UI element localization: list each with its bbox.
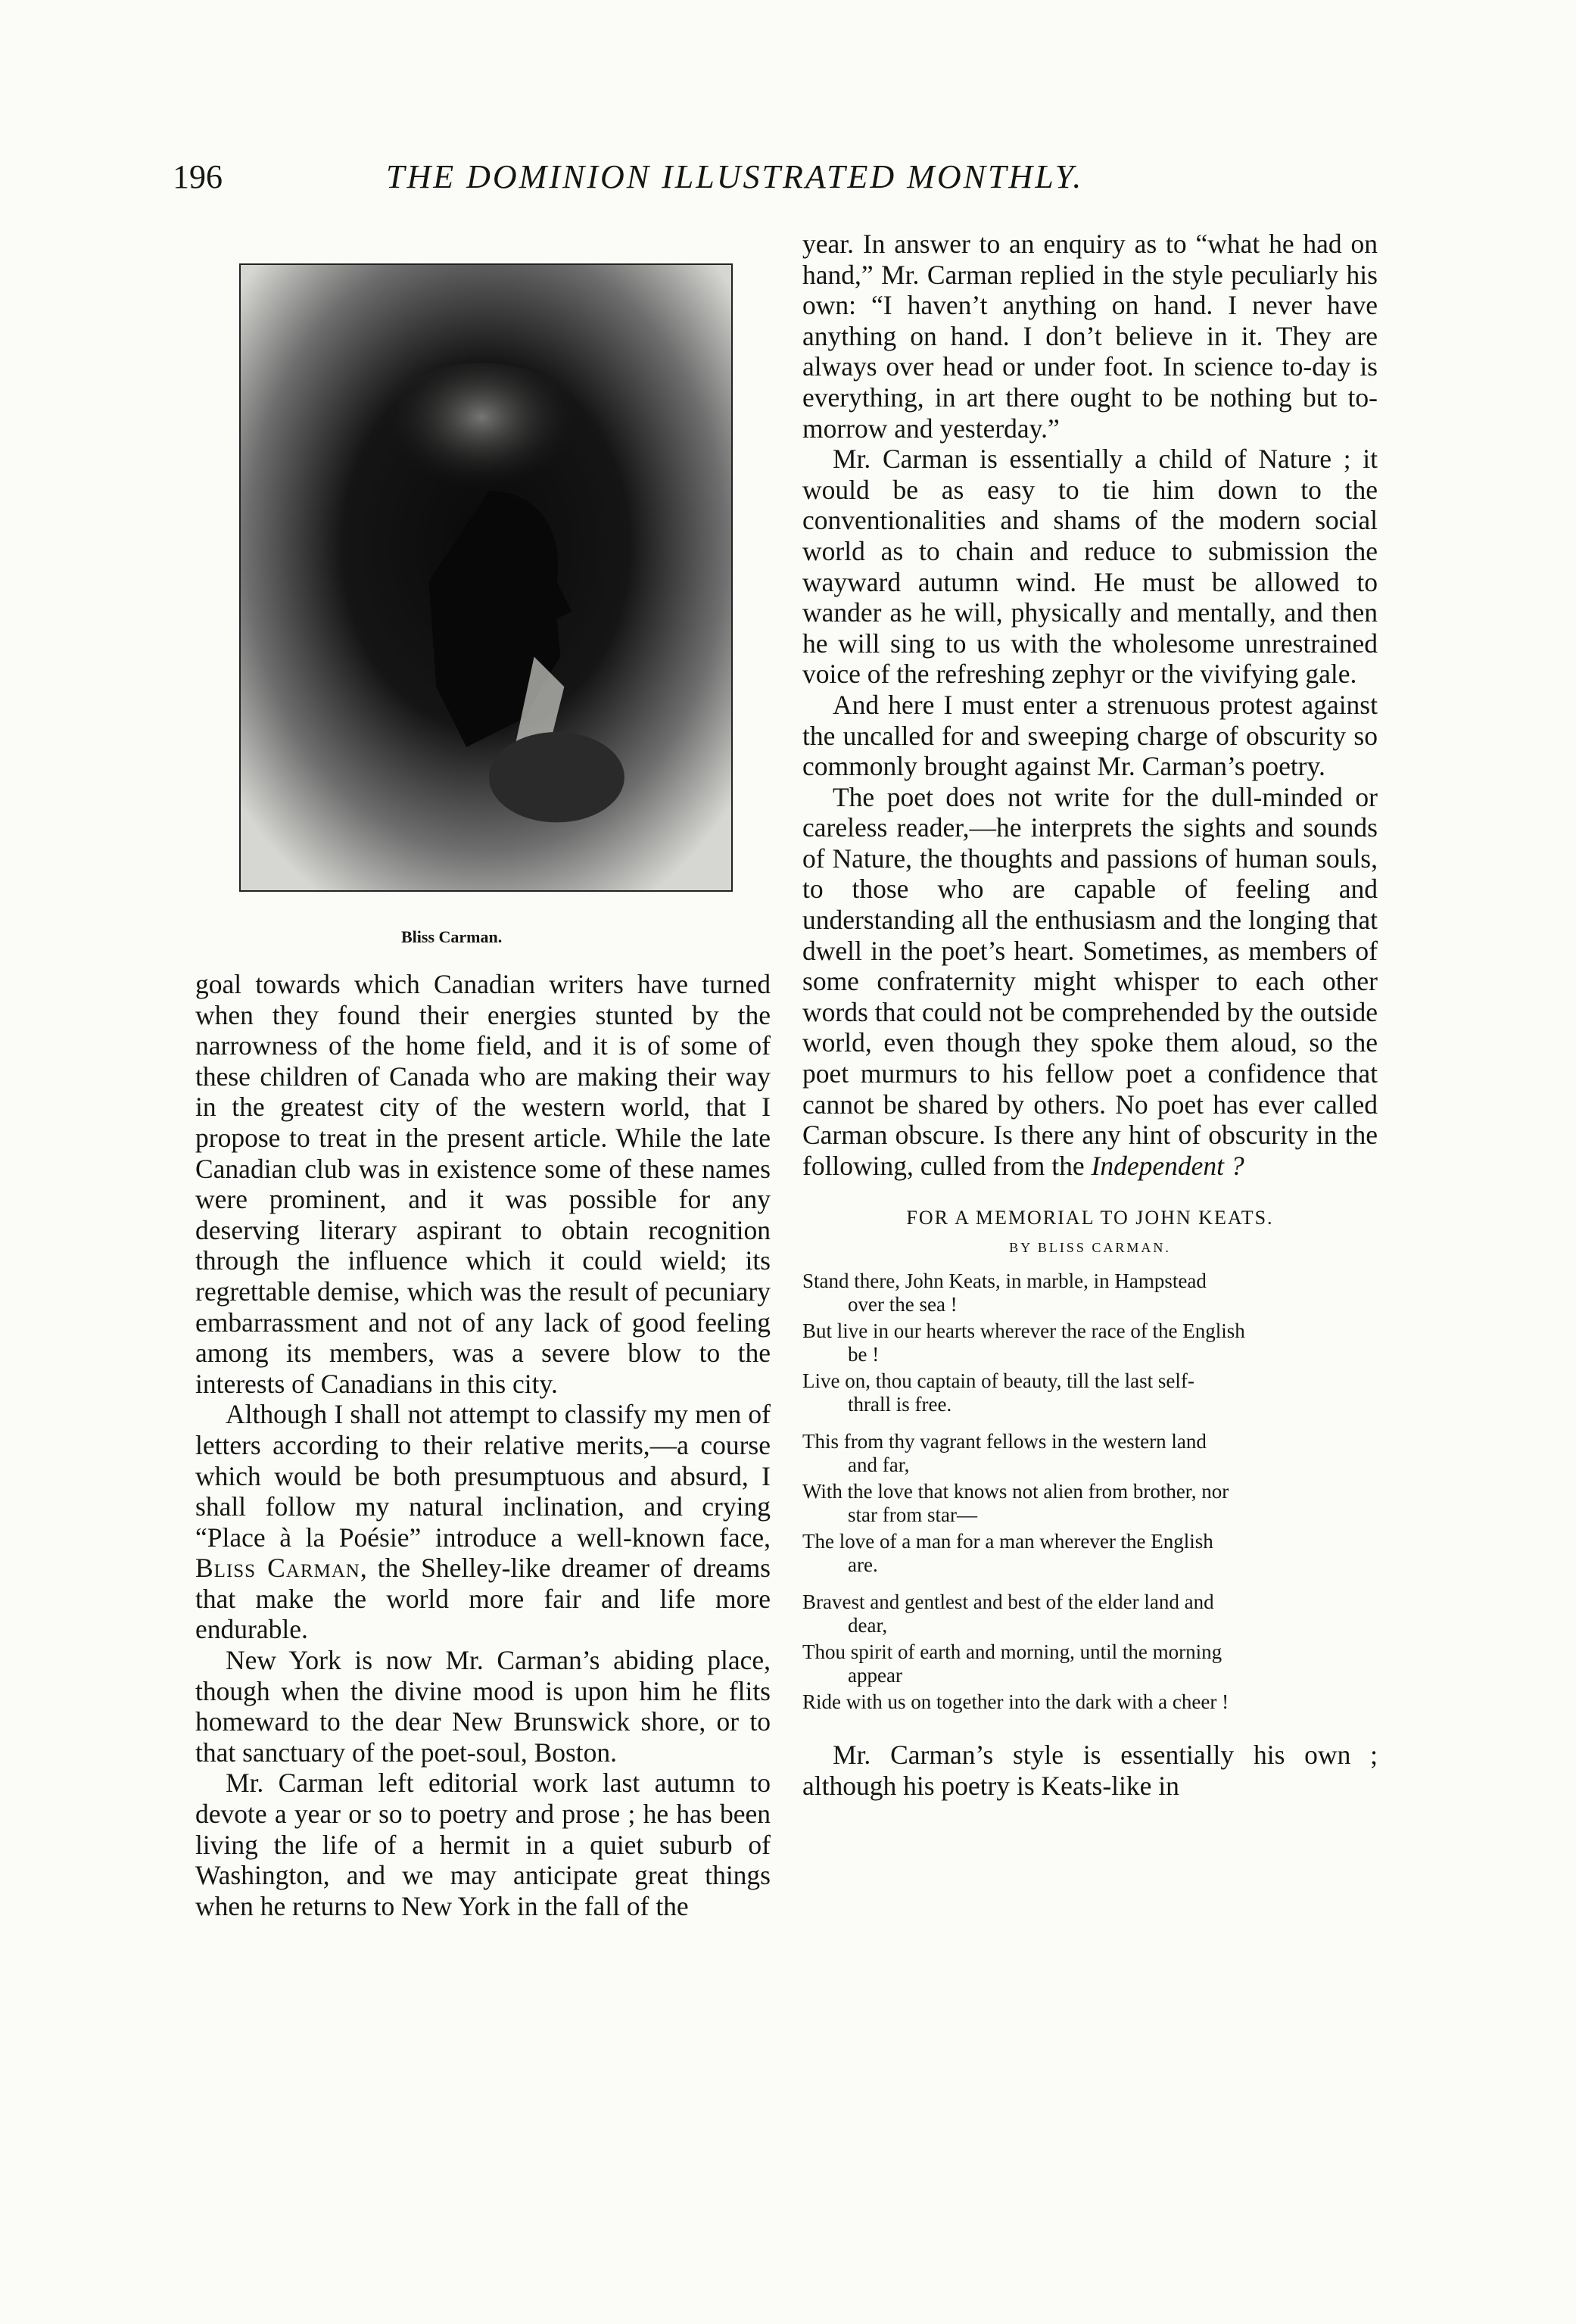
poem-stanza-3 xyxy=(802,1590,1378,1714)
independent-title: Independent ? xyxy=(1091,1150,1244,1181)
poem-line: Stand there, John Keats, in marble, in Hampstead xyxy=(802,1269,1207,1293)
poem-line-turnover: over the sea ! xyxy=(848,1293,958,1316)
poem-line-turnover: star from star— xyxy=(848,1503,977,1527)
page-header xyxy=(0,157,1576,210)
right-paragraph-5: Mr. Carman’s style is essentially his own ; although his poetry is Keats-like in xyxy=(802,1740,1378,1801)
poem-line-turnover: dear, xyxy=(848,1614,888,1637)
poem-line: Ride with us on together into the dark with a cheer ! xyxy=(802,1690,1229,1714)
left-paragraph-1: goal towards which Canadian writers have turned when they found their energies stunted by the narrowness of the home field, and it is of some of these children of Canada who are making their way in the greatest city of the western world, that I propose to treat in the present article. While the late Canadian club was in existence some of these names were prominent, and it was possible for any deserving literary aspirant to obtain recognition through the influence which it could wield; its regrettable demise, which was the result of pecuniary embarrassment and not of any lack of good feeling among its members, was a severe blow to the interests of Canadians in this city. xyxy=(195,969,771,1399)
right-paragraph-4-start: The poet does not write for the dull-minded or careless reader,—he interprets the sights and sounds of Nature, the thoughts and passions of human souls, to those who are capable of feeling and understanding all the enthusiasm and the longing that dwell in the poet’s heart. Sometimes, as members of some confraternity might whisper to each other words that could not be comprehended by the outside world, even though they spoke them aloud, so the poet murmurs to his fellow poet a confidence that cannot be shared by others. No poet has ever called Carman obscure. Is there any hint of obscurity in the following, culled from the xyxy=(802,781,1378,1181)
left-paragraph-3: New York is now Mr. Carman’s abiding place, though when the divine mood is upon him he flits homeward to the dear New Brunswick shore, or to that sanctuary of the poet-soul, Boston. xyxy=(195,1645,771,1768)
portrait-photo xyxy=(239,263,733,892)
poem-stanza-1 xyxy=(802,1269,1378,1416)
left-paragraph-4: Mr. Carman left editorial work last autumn to devote a year or so to poetry and prose ; he has been living the life of a hermit in a quiet suburb of Washington, and we may anticipate great things when he returns to New York in the fall of the xyxy=(195,1768,771,1921)
left-paragraph-2-start: Although I shall not attempt to classify my men of letters according to their relative merits,—a course which would be both presumptuous and absurd, I shall follow my natural inclination, and crying “Place à la Poésie” introduce a well-known face, xyxy=(195,1399,771,1553)
left-paragraph-2 xyxy=(195,1399,771,1645)
poem-line: This from thy vagrant fellows in the western land xyxy=(802,1430,1207,1453)
right-paragraph-2: Mr. Carman is essentially a child of Nature ; it would be as easy to tie him down to the conventionalities and shams of the modern social world as to chain and reduce to submission the wayward autumn wind. He must be allowed to wander as he will, physically and mentally, and then he will sing to us with the wholesome unrestrained voice of the refreshing zephyr or the vivifying gale. xyxy=(802,444,1378,690)
poem-stanza-2 xyxy=(802,1430,1378,1577)
portrait-illustration xyxy=(241,265,731,890)
right-paragraph-1: year. In answer to an enquiry as to “what he had on hand,” Mr. Carman replied in the style peculiarly his own: “I haven’t anything on hand. I never have anything on hand. I don’t believe in it. They are always over head or under foot. In science to-day is everything, in art there ought to be nothing but to-morrow and yesterday.” xyxy=(802,229,1378,444)
poem-title: FOR A MEMORIAL TO JOHN KEATS. xyxy=(906,1207,1274,1229)
poem-line-turnover: be ! xyxy=(848,1343,880,1366)
poem-line: Live on, thou captain of beauty, till the last self- xyxy=(802,1369,1194,1393)
left-paragraph-2-end: , the Shelley-like dreamer of dreams that make the world more fair and life more endurable. xyxy=(195,1553,771,1645)
poem-line-turnover: are. xyxy=(848,1553,878,1577)
poem-line-turnover: appear xyxy=(848,1664,902,1687)
poem-line: The love of a man for a man wherever the English xyxy=(802,1530,1213,1553)
poem-line-turnover: and far, xyxy=(848,1453,910,1477)
right-paragraph-4 xyxy=(802,782,1378,1182)
page-number: 196 xyxy=(173,158,223,195)
poem-line: Thou spirit of earth and morning, until the morning xyxy=(802,1640,1222,1664)
right-column xyxy=(802,229,1378,1802)
poem-line: Bravest and gentlest and best of the elder land and xyxy=(802,1590,1214,1614)
poem-line: But live in our hearts wherever the race of the English xyxy=(802,1319,1245,1343)
right-paragraph-3: And here I must enter a strenuous protest against the uncalled for and sweeping charge of obscurity so commonly brought against Mr. Carman’s poetry. xyxy=(802,689,1378,782)
poem-line-turnover: thrall is free. xyxy=(848,1393,952,1416)
figure-caption: Bliss Carman. xyxy=(401,927,503,946)
bliss-carman-name: Bliss Carman xyxy=(195,1553,360,1584)
poem-line: With the love that knows not alien from brother, nor xyxy=(802,1480,1229,1503)
running-title: THE DOMINION ILLUSTRATED MONTHLY. xyxy=(386,158,1084,195)
poem-byline: BY BLISS CARMAN. xyxy=(1009,1240,1171,1256)
